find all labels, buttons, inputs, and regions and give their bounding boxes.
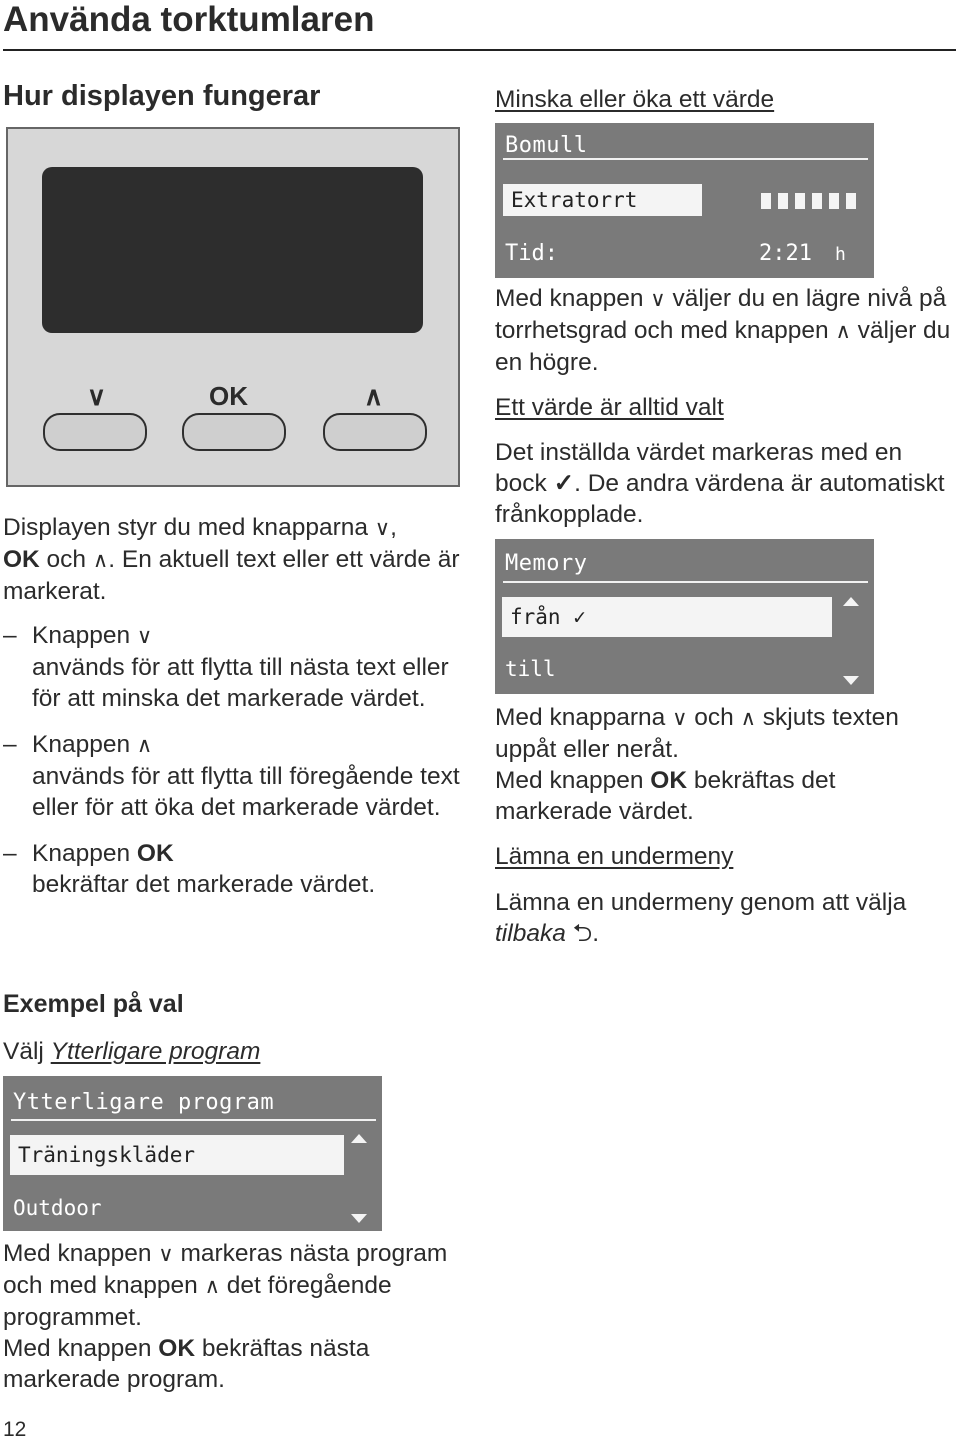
example-instruction: Välj Ytterligare program [3,1038,261,1065]
intro-paragraph: Displayen styr du med knapparna ∨, OK och ∧. En aktuell text eller ett värde är markerat. [3,514,460,605]
scroll-down-icon [351,1214,367,1223]
lcd-list-item: till [505,657,556,681]
button-function-list [3,620,468,915]
panel-ok-button [182,413,286,451]
lcd-time-value: 2:21 [759,241,812,266]
heading-value-selected: Ett värde är alltid valt [495,394,724,421]
scroll-up-icon [351,1134,367,1143]
check-icon: ✓ [553,470,575,497]
check-icon: ✓ [573,605,586,629]
panel-ok-label: OK [209,381,248,411]
lcd-time-unit: h [835,244,846,265]
heading-leave-submenu: Lämna en undermeny [495,843,734,870]
page-title: Använda torktumlaren [3,0,375,39]
panel-down-button [43,413,147,451]
title-divider [3,49,956,51]
paragraph-scroll: Med knapparna ∨ och ∧ skjuts texten uppåt eller neråt. Med knappen OK bekräftas det markerade värdet. [495,704,899,825]
level-bar [761,193,771,209]
section-heading-example: Exempel på val [3,990,184,1018]
list-item: – Knappen ∨ används för att flytta till nästa text eller för att minska det markerade värdet. [3,620,468,714]
page-number: 12 [3,1418,27,1441]
lcd-selected-item: från ✓ [502,597,832,637]
scroll-down-icon [843,676,859,685]
level-bar [795,193,805,209]
panel-display-screen [42,167,423,333]
lcd-memory [495,539,874,694]
example-paragraph: Med knappen ∨ markeras nästa program och med knappen ∧ det föregående programmet. Med knappen OK bekräftas nästa markerade program. [3,1240,448,1393]
panel-up-label: ∧ [364,381,384,411]
level-bar [829,193,839,209]
lcd-divider [11,1119,376,1121]
lcd-program-list [3,1076,382,1231]
lcd-dryness-level [495,123,874,278]
back-icon: ⮌ [572,920,593,947]
scroll-up-icon [843,597,859,606]
panel-down-label: ∨ [87,381,107,411]
section-heading-display: Hur displayen fungerar [3,80,321,112]
lcd-list-item: Outdoor [13,1196,102,1220]
lcd-header: Memory [505,551,588,576]
lcd-selected-item: Extratorrt [503,184,702,216]
list-item: – Knappen OK bekräftar det markerade värdet. [3,838,468,900]
lcd-divider [503,581,868,583]
lcd-header: Bomull [505,133,588,158]
paragraph-leave-submenu: Lämna en undermeny genom att välja tilbaka ⮌. [495,889,907,947]
level-bar [812,193,822,209]
lcd-header: Ytterligare program [13,1090,275,1115]
level-bar [778,193,788,209]
list-item: – Knappen ∧ används för att flytta till föregående text eller för att öka det markerade värdet. [3,729,468,823]
level-bar [846,193,856,209]
paragraph-checkmark: Det inställda värdet markeras med en bock ✓. De andra värdena är automatiskt frånkopplade. [495,439,945,528]
paragraph-decrease-increase: Med knappen ∨ väljer du en lägre nivå på torrhetsgrad och med knappen ∧ väljer du en högre. [495,285,951,376]
panel-up-button [323,413,427,451]
control-panel-illustration [6,127,460,487]
lcd-time-label: Tid: [505,241,558,266]
lcd-selected-item: Träningskläder [10,1135,344,1175]
heading-decrease-increase: Minska eller öka ett värde [495,86,775,113]
lcd-divider [503,158,868,160]
